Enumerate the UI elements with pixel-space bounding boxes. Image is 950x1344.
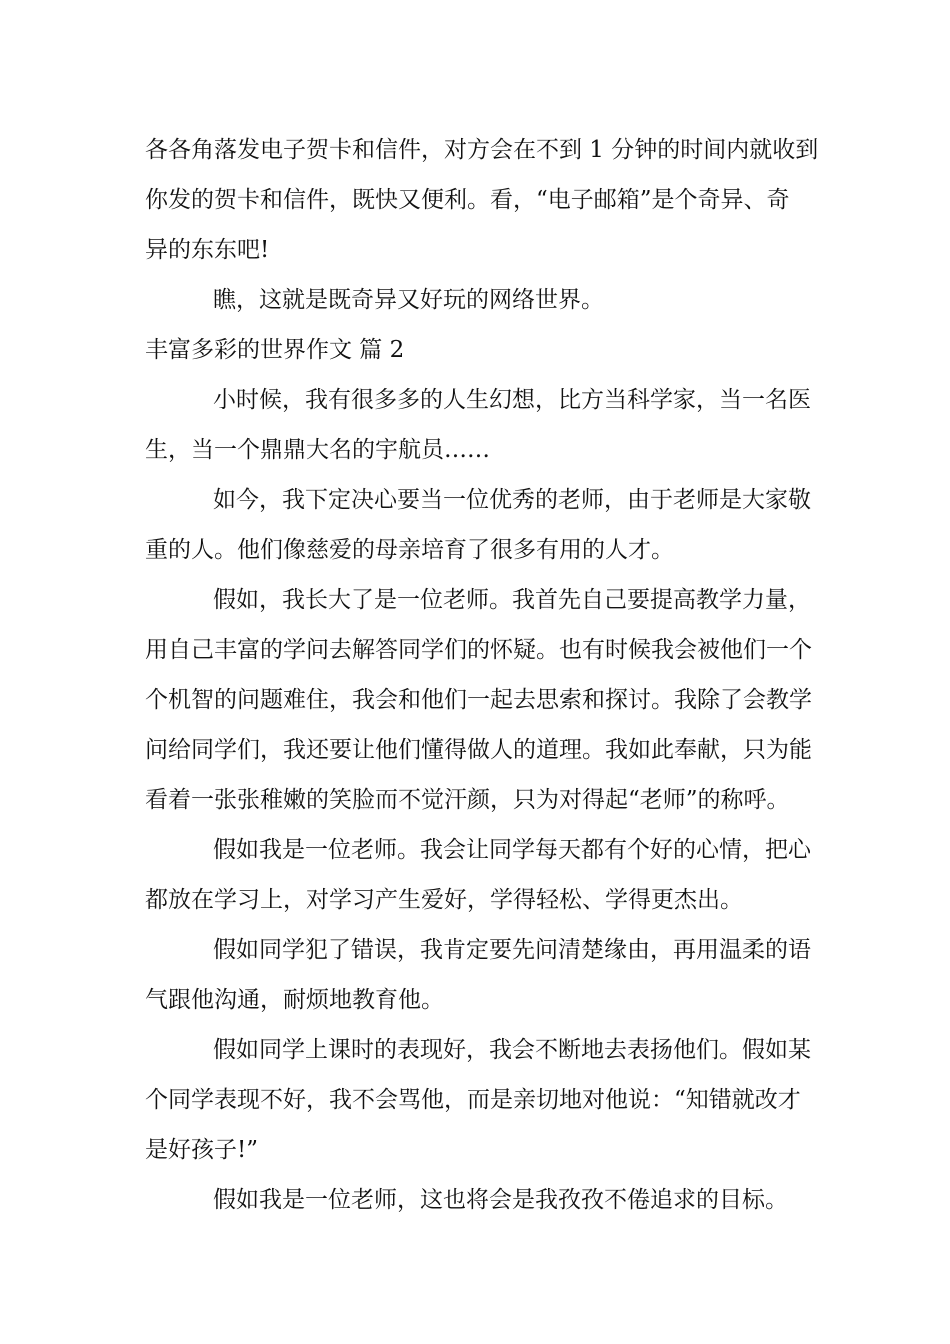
paragraph-line: 假如我是一位老师，这也将会是我孜孜不倦追求的目标。 [213, 1187, 788, 1213]
paragraph-line: 瞧，这就是既奇异又好玩的网络世界。 [213, 287, 604, 313]
paragraph-line: 假如我是一位老师。我会让同学每天都有个好的心情，把心 [213, 837, 811, 863]
paragraph-line: 异的东东吧! [145, 237, 270, 263]
paragraph-line: 都放在学习上，对学习产生爱好，学得轻松、学得更杰出。 [145, 887, 743, 913]
paragraph-line: 问给同学们，我还要让他们懂得做人的道理。我如此奉献，只为能 [145, 737, 812, 763]
paragraph-line: 气跟他沟通，耐烦地教育他。 [145, 987, 444, 1013]
paragraph-line: 你发的贺卡和信件，既快又便利。看，“电子邮箱”是个奇异、奇 [145, 187, 790, 213]
paragraph-line: 个机智的问题难住，我会和他们一起去思索和探讨。我除了会教学 [145, 687, 812, 713]
paragraph-line: 小时候，我有很多多的人生幻想，比方当科学家，当一名医 [213, 387, 811, 413]
paragraph-line: 用自己丰富的学问去解答同学们的怀疑。也有时候我会被他们一个 [145, 637, 812, 663]
section-heading: 丰富多彩的世界作文 篇 2 [145, 337, 405, 363]
paragraph-line: 假如同学上课时的表现好，我会不断地去表扬他们。假如某 [213, 1037, 811, 1063]
paragraph-line: 个同学表现不好，我不会骂他，而是亲切地对他说：“知错就改才 [145, 1087, 801, 1113]
paragraph-line: 生，当一个鼎鼎大名的宇航员…… [145, 437, 490, 463]
paragraph-line: 重的人。他们像慈爱的母亲培育了很多有用的人才。 [145, 537, 674, 563]
paragraph-line: 各各角落发电子贺卡和信件，对方会在不到 1 分钟的时间内就收到 [145, 137, 819, 163]
paragraph-line: 假如，我长大了是一位老师。我首先自己要提高教学力量， [213, 587, 811, 613]
paragraph-line: 看着一张张稚嫩的笑脸而不觉汗颜，只为对得起“老师”的称呼。 [145, 787, 790, 813]
paragraph-line: 假如同学犯了错误，我肯定要先问清楚缘由，再用温柔的语 [213, 937, 811, 963]
paragraph-line: 是好孩子!” [145, 1137, 259, 1163]
paragraph-line: 如今，我下定决心要当一位优秀的老师，由于老师是大家敬 [213, 487, 811, 513]
